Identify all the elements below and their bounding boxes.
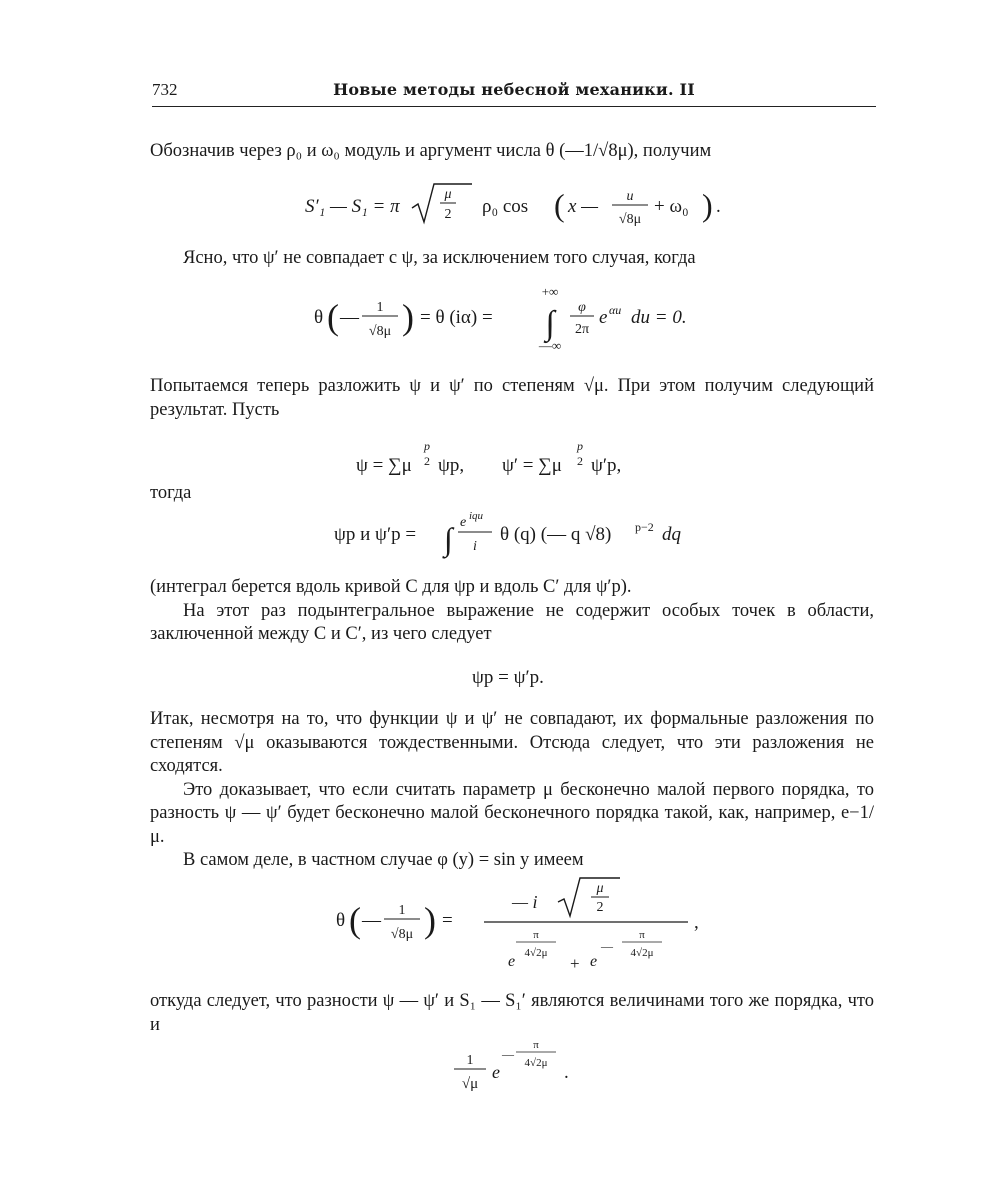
eq6-e2-exp-num: π xyxy=(639,929,645,941)
equation-4 xyxy=(150,504,874,562)
equation-6 xyxy=(150,872,874,976)
eq2-theta: θ xyxy=(314,307,324,328)
eq7-exp-den: 4√2μ xyxy=(524,1057,548,1069)
eq3-exp-p: p xyxy=(424,439,430,453)
paragraph-10 xyxy=(150,990,874,1037)
eq2-lparen: ( xyxy=(327,297,339,337)
eq4-rest: θ (q) (— q √8) xyxy=(500,524,612,545)
paragraph-1-text: Обозначив через ρ₀ и ω₀ модуль и аргумент числа θ (—1/√8μ), получим xyxy=(150,141,712,161)
eq2-rhs1: = θ (iα) = xyxy=(420,307,493,328)
eq1-frac-num: μ xyxy=(444,187,452,202)
eq7-one: 1 xyxy=(466,1053,474,1068)
paragraph-10-text: откуда следует, что разности ψ — ψ′ и S₁ — S₁′ являются величинами того же порядка, что и xyxy=(150,991,874,1035)
eq1-lhs: S′₁ — S₁ = π xyxy=(305,196,400,217)
paragraphs-7-9 xyxy=(150,708,874,873)
eq4-den: i xyxy=(473,539,477,554)
eq4-num: e xyxy=(460,515,467,530)
paragraph-1 xyxy=(150,140,874,164)
eq1-x-minus: x — xyxy=(568,196,599,217)
eq6-e1-exp-den: 4√2μ xyxy=(524,947,548,959)
equation-3-svg xyxy=(150,438,874,488)
eq3-psi-prime-eq: ψ′ = ∑μ xyxy=(502,455,562,476)
eq6-num-frac-den: 2 xyxy=(596,900,604,915)
eq4-integral-sign: ∫ xyxy=(444,521,453,557)
eq6-e2-minus: — xyxy=(601,939,613,953)
eq1-mid: ρ₀ cos xyxy=(482,196,529,217)
equation-6-svg xyxy=(150,872,874,976)
eq6-num-sqrt xyxy=(558,878,620,916)
equation-3 xyxy=(150,438,874,488)
eq6-lparen: ( xyxy=(349,900,361,940)
running-title: Новые методы небесной механики. II xyxy=(333,80,695,99)
paragraph-3 xyxy=(150,375,874,422)
equation-1 xyxy=(150,178,874,240)
eq2-den: √8μ xyxy=(368,324,392,339)
eq4-lhs: ψp и ψ′p = xyxy=(334,524,417,545)
eq7-minus: — xyxy=(502,1047,514,1061)
equation-5-svg xyxy=(150,658,874,696)
paragraph-6-text: На этот раз подынтегральное выражение не содержит особых точек в области, заключенной между C и C′, из чего следует xyxy=(150,600,874,644)
header-rule xyxy=(152,106,876,107)
eq1-frac-den: 2 xyxy=(444,207,452,222)
eq3-psi-p: ψp, xyxy=(438,455,465,476)
equation-4-svg xyxy=(150,504,874,562)
eq6-one: 1 xyxy=(398,903,406,918)
page-number: 732 xyxy=(152,80,178,99)
eq2-minus: — xyxy=(340,307,359,328)
eq4-rest-exp: p−2 xyxy=(635,520,654,534)
equation-2 xyxy=(150,282,874,354)
paragraph-7-text: Итак, несмотря на то, что функции ψ и ψ′ не совпадают, их формальные разложения по степеням √μ оказываются тождественными. Отсюда следует, что эти разложения не сходятся. xyxy=(150,709,874,776)
eq1-lparen: ( xyxy=(554,187,565,223)
eq1-u-num: u xyxy=(626,189,634,204)
equation-7-svg xyxy=(150,1036,874,1100)
eq2-integrand: e xyxy=(599,307,608,328)
eq2-upper-limit: +∞ xyxy=(541,284,559,299)
eq6-end: , xyxy=(694,912,699,933)
eq2-lower-limit: —∞ xyxy=(538,338,562,353)
paragraph-4-text: тогда xyxy=(150,483,192,503)
eq7-den: √μ xyxy=(461,1076,479,1092)
eq6-eq: = xyxy=(442,910,453,931)
eq2-integral-sign: ∫ xyxy=(545,305,555,342)
eq1-plus-omega: + ω₀ xyxy=(654,196,689,217)
eq2-one: 1 xyxy=(376,300,384,315)
eq3-exp-22: 2 xyxy=(577,454,583,468)
eq6-den: √8μ xyxy=(390,927,414,942)
eq6-num-frac-num: μ xyxy=(596,881,604,896)
eq2-du: du = 0. xyxy=(631,307,687,328)
eq6-rparen: ) xyxy=(424,900,436,940)
eq3-psi-p-prime: ψ′p, xyxy=(591,455,622,476)
eq4-dq: dq xyxy=(662,524,681,545)
eq6-minus: — xyxy=(362,910,381,931)
eq6-e2-exp-den: 4√2μ xyxy=(630,947,654,959)
eq2-phi: φ xyxy=(578,300,586,315)
paragraph-2 xyxy=(150,247,874,271)
paragraph-4 xyxy=(150,482,874,506)
paragraph-9-text: В самом деле, в частном случае φ (y) = sin y имеем xyxy=(183,850,584,870)
eq2-exponent: αu xyxy=(609,303,622,317)
paragraph-5-text: (интеграл берется вдоль кривой C для ψp и вдоль C′ для ψ′p). xyxy=(150,577,632,597)
eq3-psi-eq: ψ = ∑μ xyxy=(356,455,412,476)
running-head xyxy=(152,80,876,108)
paragraphs-5-6 xyxy=(150,576,874,647)
equation-1-svg xyxy=(150,178,874,240)
paragraph-3-text: Попытаемся теперь разложить ψ и ψ′ по степеням √μ. При этом получим следующий результат. Пусть xyxy=(150,376,874,420)
paragraph-8-text: Это доказывает, что если считать параметр μ бесконечно малой первого порядка, то разность ψ — ψ′ будет бесконечно малой бесконечного порядка такой, как, например, e−1/μ. xyxy=(150,779,874,847)
eq6-e1-exp-num: π xyxy=(533,929,539,941)
paragraph-2-text: Ясно, что ψ′ не совпадает с ψ, за исключением того случая, когда xyxy=(183,248,696,268)
eq3-exp-2: 2 xyxy=(424,454,430,468)
eq6-e1: e xyxy=(508,953,516,970)
eq1-u-den: √8μ xyxy=(618,212,642,227)
eq1-end: . xyxy=(716,196,721,217)
equation-7 xyxy=(150,1036,874,1100)
eq7-exp-num: π xyxy=(533,1039,539,1051)
eq6-e2: e xyxy=(590,953,598,970)
eq7-end: . xyxy=(564,1062,569,1083)
eq5-text: ψp = ψ′p. xyxy=(472,667,544,688)
equation-5 xyxy=(150,658,874,696)
eq1-rparen: ) xyxy=(702,187,713,223)
equation-2-svg xyxy=(150,282,874,354)
eq6-num: — i xyxy=(512,892,538,912)
eq3-exp-p2: p xyxy=(577,439,583,453)
eq4-num-exp: iqu xyxy=(469,510,484,522)
eq2-twopi: 2π xyxy=(574,322,590,337)
eq6-theta: θ xyxy=(336,910,346,931)
eq2-rparen: ) xyxy=(402,297,414,337)
eq6-plus: + xyxy=(570,954,580,973)
eq7-e: e xyxy=(492,1062,500,1082)
